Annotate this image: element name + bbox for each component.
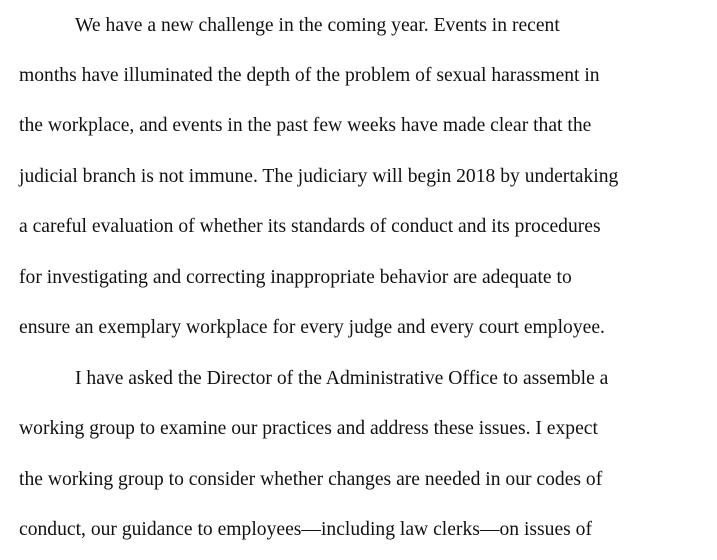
paragraph-1-line-6: for investigating and correcting inappropriate behavior are adequate to bbox=[19, 267, 572, 288]
paragraph-1-line-1: We have a new challenge in the coming year. Events in recent bbox=[75, 15, 560, 36]
paragraph-1-line-7: ensure an exemplary workplace for every judge and every court employee. bbox=[19, 317, 605, 338]
paragraph-2-line-1: I have asked the Director of the Administrative Office to assemble a bbox=[75, 368, 609, 389]
paragraph-2-line-3: the working group to consider whether changes are needed in our codes of bbox=[19, 469, 603, 490]
paragraph-1-line-2: months have illuminated the depth of the problem of sexual harassment in bbox=[19, 65, 600, 86]
paragraph-2-line-2: working group to examine our practices and address these issues. I expect bbox=[19, 418, 598, 439]
paragraph-1-line-5: a careful evaluation of whether its standards of conduct and its procedures bbox=[19, 216, 601, 237]
paragraph-1-line-4: judicial branch is not immune. The judiciary will begin 2018 by undertaking bbox=[19, 166, 619, 187]
paragraph-2-line-4: conduct, our guidance to employees—including law clerks—on issues of bbox=[19, 519, 592, 540]
paragraph-1-line-3: the workplace, and events in the past few weeks have made clear that the bbox=[19, 115, 592, 136]
